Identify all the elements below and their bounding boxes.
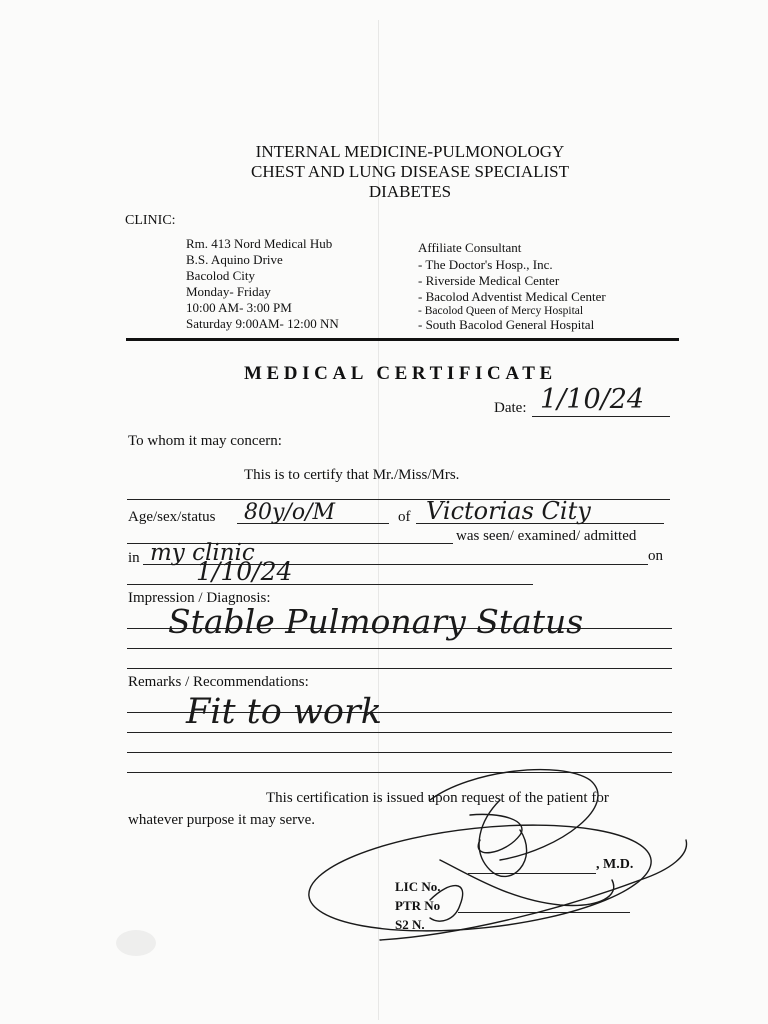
age-sex-status-label: Age/sex/status	[128, 509, 216, 525]
of-label: of	[398, 509, 411, 525]
clinic-hours-line: Monday- Friday	[186, 284, 271, 299]
closing-text: This certification is issued upon request of the patient for	[266, 790, 609, 806]
affiliate-item: - Bacolod Queen of Mercy Hospital	[418, 305, 584, 317]
clinic-address-line: Rm. 413 Nord Medical Hub	[186, 236, 333, 251]
header-specialty-3: DIABETES	[368, 182, 452, 201]
seen-examined-admitted: was seen/ examined/ admitted	[456, 528, 637, 544]
clinic-hours-line: 10:00 AM- 3:00 PM	[186, 300, 292, 315]
date-handwritten: 1/10/24	[540, 384, 645, 415]
clinic-address-line: Bacolod City	[186, 268, 255, 283]
clinic-hours-line: Saturday 9:00AM- 12:00 NN	[186, 316, 339, 331]
ptr-number-label: PTR No	[395, 898, 441, 913]
impression-label: Impression / Diagnosis:	[128, 590, 271, 606]
remarks-label: Remarks / Recommendations:	[128, 674, 309, 690]
certificate-title: MEDICAL CERTIFICATE	[244, 363, 557, 384]
in-handwritten: my clinic	[150, 540, 255, 566]
impression-handwritten: Stable Pulmonary Status	[168, 602, 584, 641]
header-specialty-1: INTERNAL MEDICINE-PULMONOLOGY	[255, 142, 565, 161]
salutation: To whom it may concern:	[128, 433, 282, 449]
certify-text: This is to certify that Mr./Miss/Mrs.	[244, 467, 460, 483]
s2-number-label: S2 N.	[395, 917, 425, 932]
clinic-label: CLINIC:	[125, 213, 176, 228]
affiliates-heading: Affiliate Consultant	[418, 240, 522, 255]
affiliate-item: - The Doctor's Hosp., Inc.	[418, 257, 553, 272]
date-label: Date:	[494, 400, 527, 416]
visit-date-handwritten: 1/10/24	[196, 557, 293, 586]
clinic-address-line: B.S. Aquino Drive	[186, 252, 283, 267]
place-handwritten: Victorias City	[426, 497, 591, 525]
affiliate-item: - South Bacolod General Hospital	[418, 317, 595, 332]
affiliate-item: - Bacolod Adventist Medical Center	[418, 289, 606, 304]
in-label: in	[128, 550, 140, 566]
lic-number-label: LIC No.	[395, 879, 441, 894]
md-suffix: , M.D.	[596, 857, 634, 872]
affiliate-item: - Riverside Medical Center	[418, 273, 560, 288]
on-label: on	[648, 548, 663, 564]
age-handwritten: 80y/o/M	[244, 500, 336, 525]
remarks-handwritten: Fit to work	[186, 692, 382, 732]
closing-text: whatever purpose it may serve.	[128, 812, 316, 828]
header-specialty-2: CHEST AND LUNG DISEASE SPECIALIST	[251, 162, 569, 181]
